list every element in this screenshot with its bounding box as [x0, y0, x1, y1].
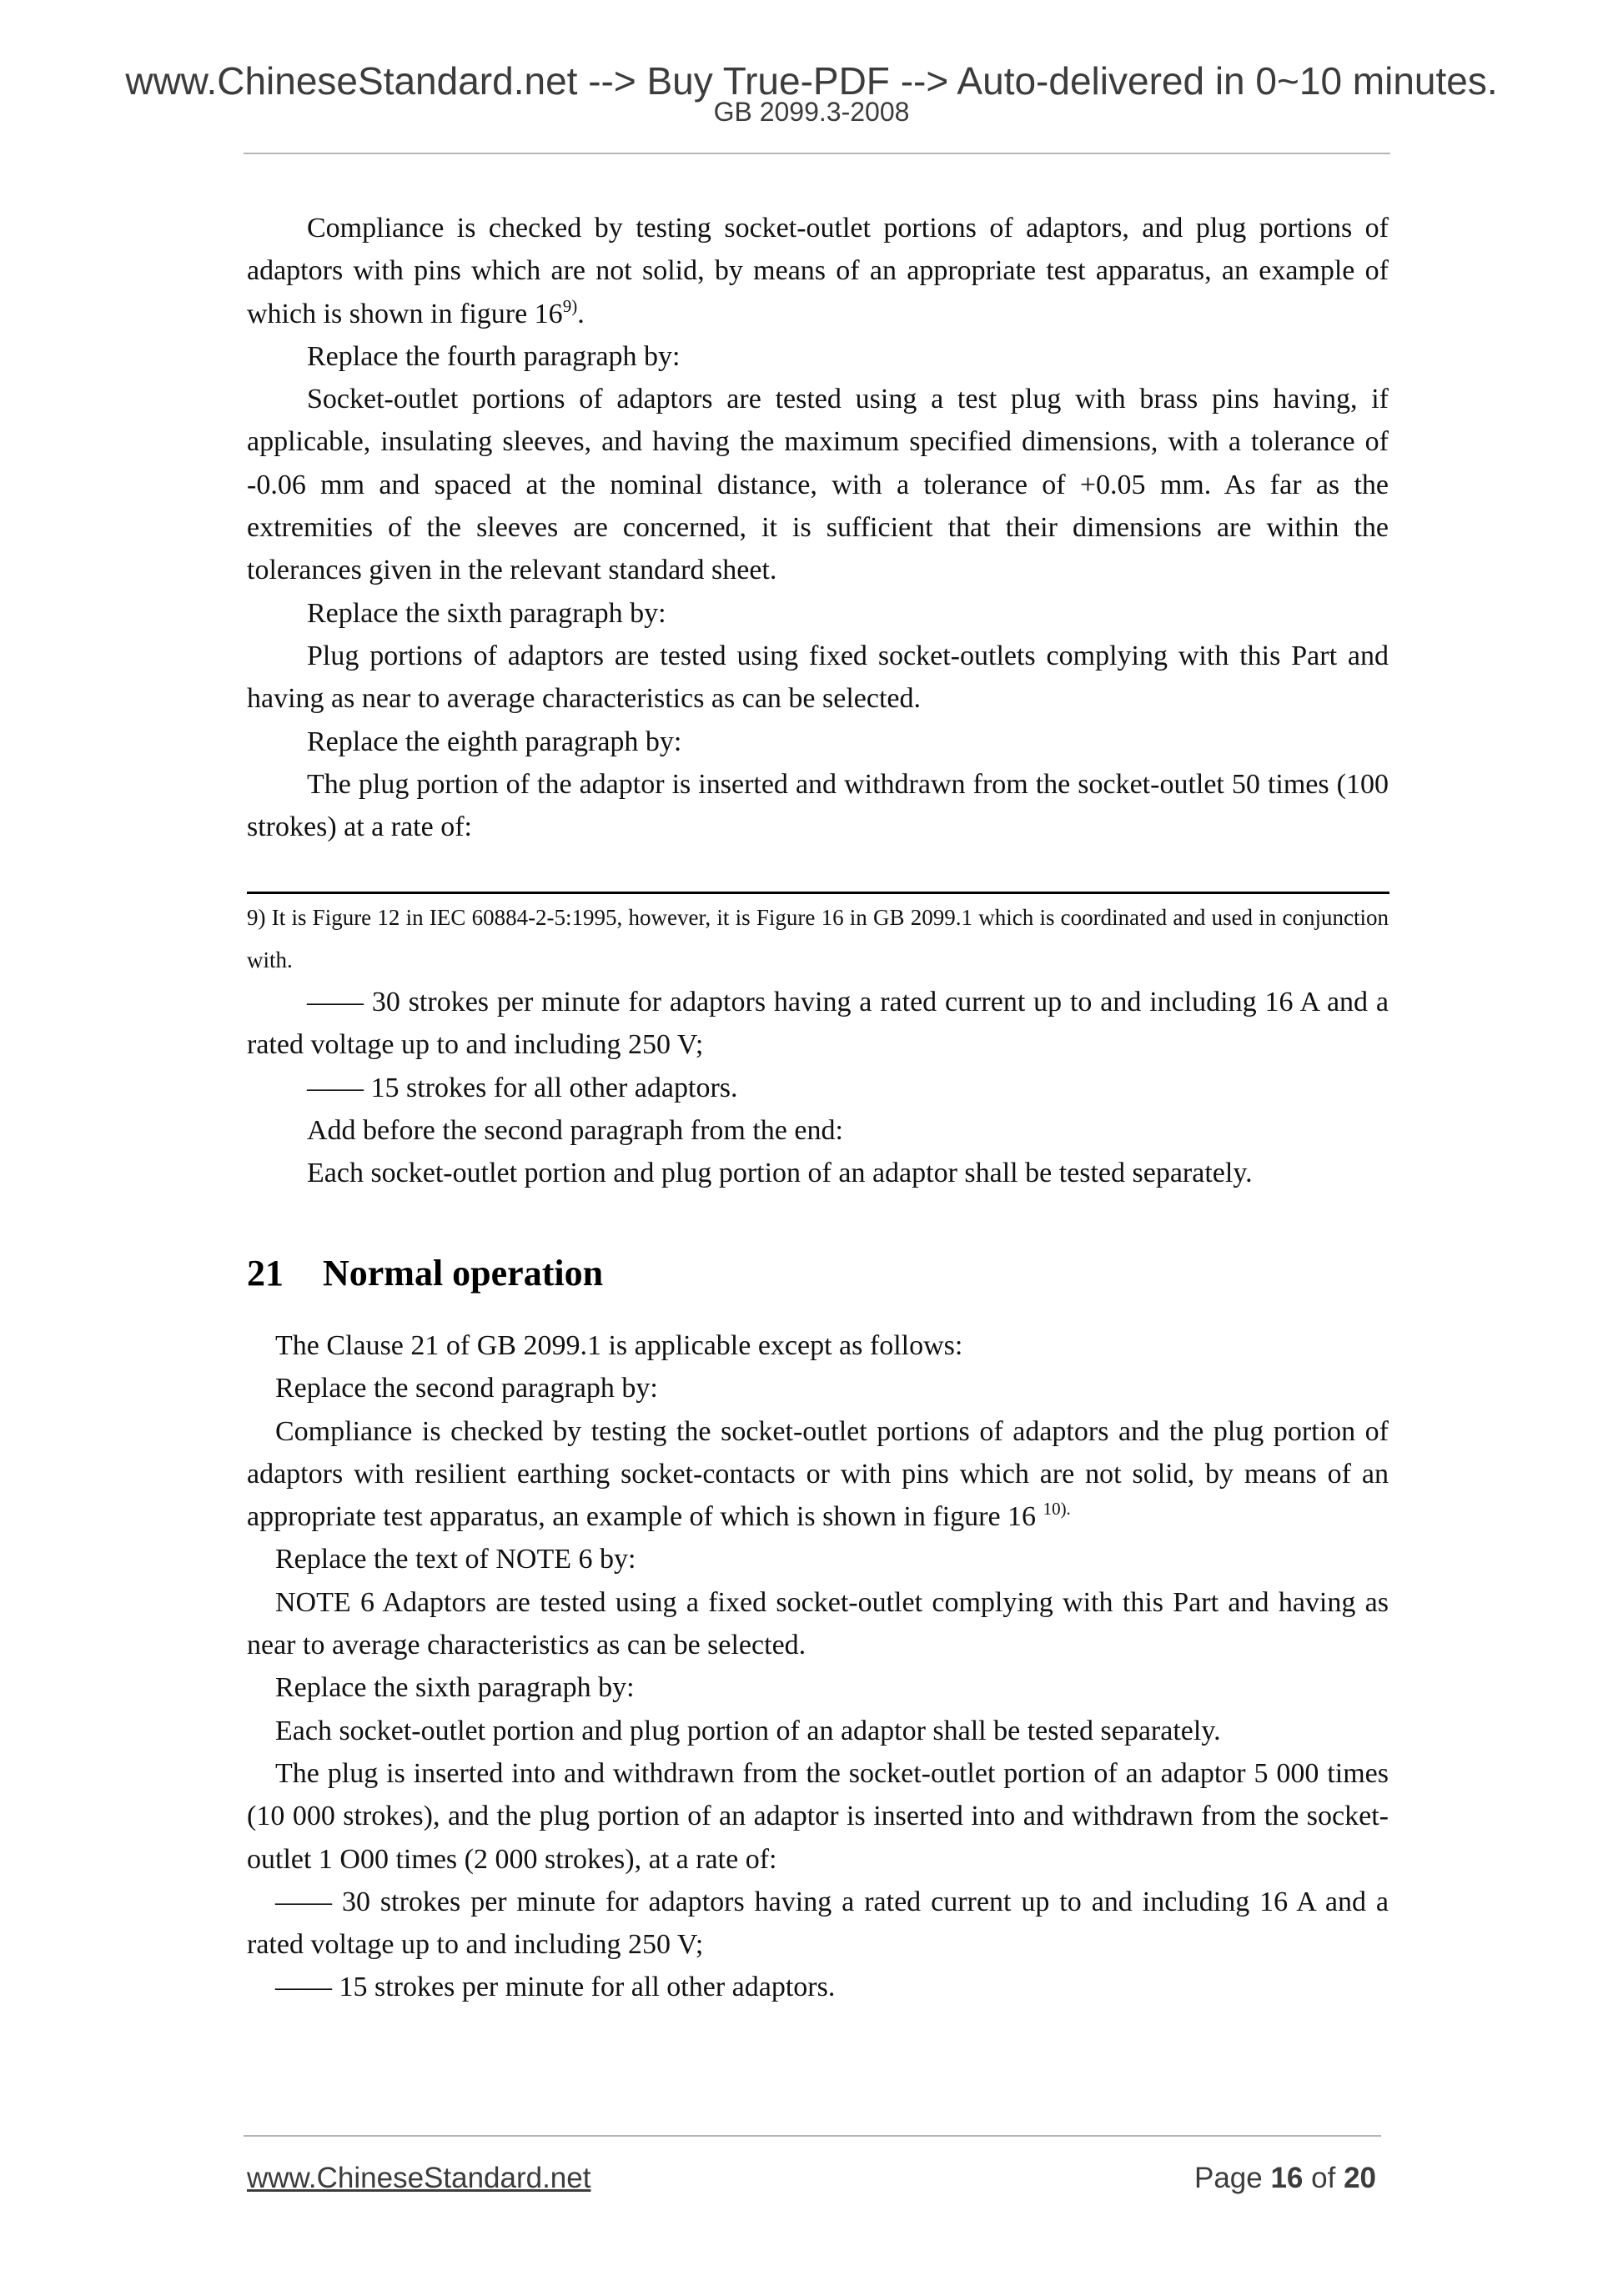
list-item: —— 30 strokes per minute for adaptors having a rated current up to and including 16 A and a rated voltage up to and including 250 V; — [247, 1886, 1389, 1961]
body-block-1 — [247, 207, 1389, 848]
footer-divider — [244, 2135, 1381, 2137]
footer-link[interactable]: www.ChineseStandard.net — [247, 2162, 591, 2194]
list-item: —— 15 strokes per minute for all other adaptors. — [275, 1972, 836, 2003]
section-number: 21 — [247, 1253, 284, 1294]
paragraph: Each socket-outlet portion and plug portion of an adaptor shall be tested separately. — [275, 1715, 1221, 1746]
paragraph: Socket-outlet portions of adaptors are tested using a test plug with brass pins having, if applicable, insulating sleeves, and having the maximum specified dimensions, with a tolerance of -0.06 mm and spaced at the nominal distance, with a tolerance of +0.05 mm. As far as the extremities of the sleeves are concerned, it is sufficient that their dimensions are within the tolerances given in the relevant standard sheet. — [247, 384, 1389, 586]
paragraph — [247, 1410, 1389, 1539]
page-current: 16 — [1270, 2162, 1304, 2194]
header-divider — [244, 153, 1390, 154]
page-prefix: Page — [1193, 2162, 1263, 2194]
paragraph: Replace the text of NOTE 6 by: — [275, 1544, 636, 1575]
section-title: Normal operation — [323, 1253, 604, 1294]
paragraph: The plug portion of the adaptor is inserted and withdrawn from the socket-outlet 50 times (100 strokes) at a rate of: — [247, 768, 1389, 843]
paragraph: Replace the eighth paragraph by: — [307, 726, 682, 757]
paragraph: Replace the sixth paragraph by: — [307, 597, 666, 629]
paragraph: Plug portions of adaptors are tested using fixed socket-outlets complying with this Part and having as near to average characteristics as can be selected. — [247, 640, 1389, 715]
page-of: of — [1311, 2162, 1336, 2194]
paragraph: The Clause 21 of GB 2099.1 is applicable except as follows: — [275, 1330, 963, 1361]
footnote-divider — [247, 892, 1389, 894]
footnote-ref: 10). — [1043, 1499, 1071, 1520]
paragraph: Replace the sixth paragraph by: — [275, 1672, 635, 1704]
standard-number: GB 2099.3-2008 — [713, 97, 910, 127]
footnote — [247, 897, 1389, 982]
paragraph: The plug is inserted into and withdrawn from the socket-outlet portion of an adaptor 5 000 times (10 000 strokes), and the plug portion of an adaptor is inserted into and withdrawn from the socket-outlet 1 O00 times (2 000 strokes), at a rate of: — [247, 1757, 1389, 1875]
footnote-ref: 9) — [562, 295, 578, 316]
header-banner[interactable]: www.ChineseStandard.net --> Buy True-PDF --> Auto-delivered in 0~10 minutes. — [125, 59, 1498, 103]
list-item: —— 30 strokes per minute for adaptors having a rated current up to and including 16 A and a rated voltage up to and including 250 V; — [247, 987, 1389, 1061]
paragraph: Each socket-outlet portion and plug portion of an adaptor shall be tested separately. — [307, 1158, 1253, 1189]
paragraph: Replace the second paragraph by: — [275, 1373, 658, 1404]
paragraph — [247, 207, 1389, 335]
section-heading — [247, 1255, 603, 1292]
page-total: 20 — [1344, 2162, 1376, 2194]
paragraph: Add before the second paragraph from the end: — [307, 1114, 843, 1146]
paragraph: Replace the fourth paragraph by: — [307, 340, 681, 372]
body-block-2 — [247, 981, 1389, 1194]
paragraph-text: Compliance is checked by testing the socket-outlet portions of adaptors and the plug portion of adaptors with resilient earthing socket-contacts or with pins which are not solid, by means of an appropriate test apparatus, an example of which is shown in figure 16 — [247, 1415, 1389, 1533]
list-item: —— 15 strokes for all other adaptors. — [307, 1072, 738, 1103]
body-block-3 — [247, 1324, 1389, 2009]
paragraph-text: Compliance is checked by testing socket-outlet portions of adaptors, and plug portions of adaptors with pins which are not solid, by means of an appropriate test apparatus, an example of which is shown in figure 16 — [247, 213, 1389, 329]
paragraph-text: . — [577, 298, 585, 329]
footnote-text: 9) It is Figure 12 in IEC 60884-2-5:1995, however, it is Figure 16 in GB 2099.1 which is coordinated and used in conjunction with. — [247, 905, 1389, 972]
note: NOTE 6 Adaptors are tested using a fixed socket-outlet complying with this Part and having as near to average characteristics as can be selected. — [247, 1586, 1389, 1661]
page-indicator — [1194, 2163, 1376, 2193]
